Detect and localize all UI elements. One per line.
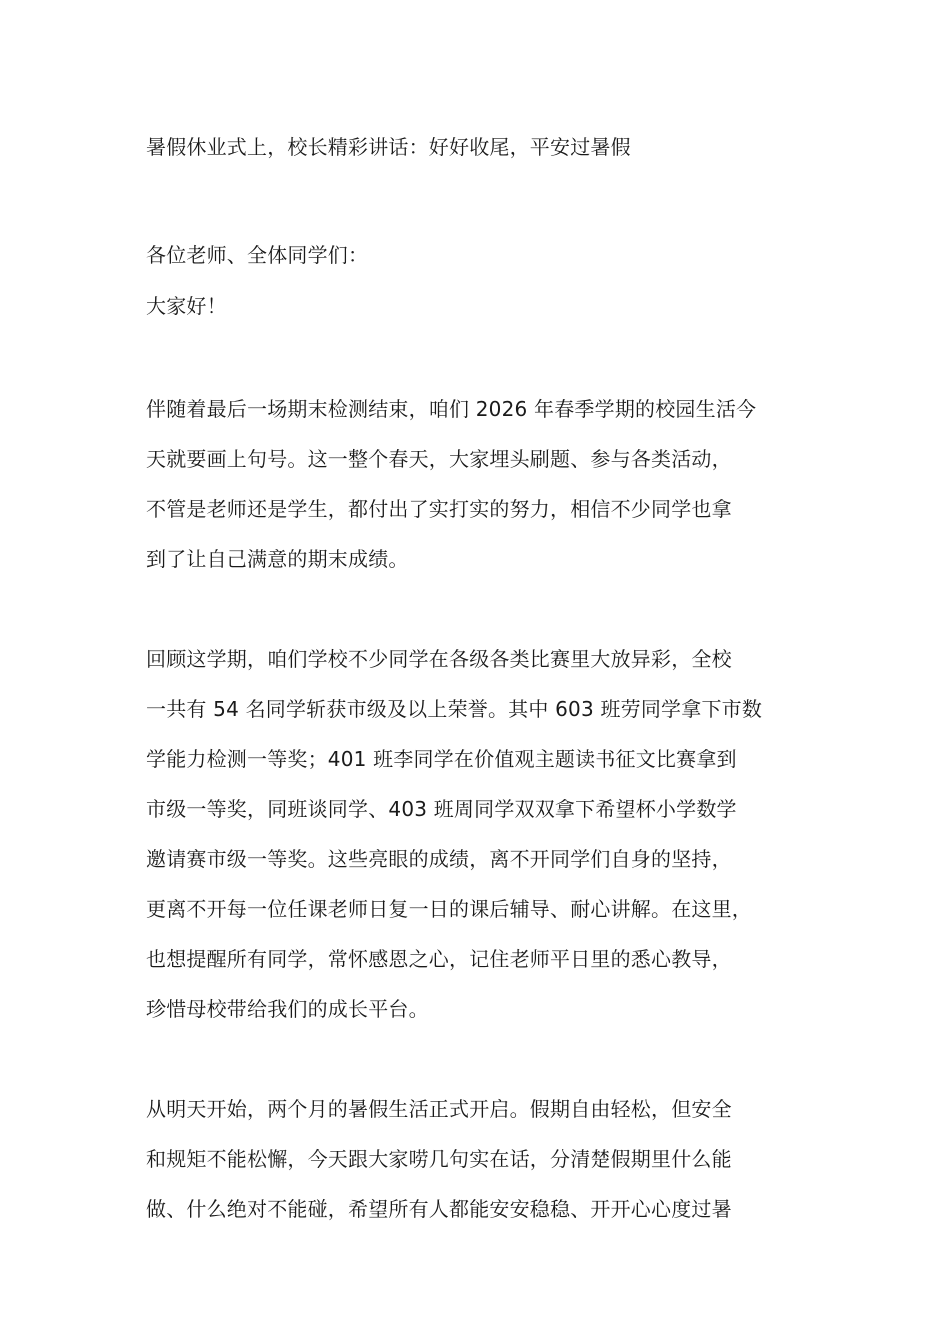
document-title: 暑假休业式上，校长精彩讲话：好好收尾，平安过暑假 — [146, 135, 631, 159]
paragraph-line: 也想提醒所有同学，常怀感恩之心，记住老师平日里的悉心教导， — [146, 947, 732, 971]
greeting: 大家好！ — [146, 294, 227, 318]
paragraph-2 — [146, 645, 846, 1023]
paragraph-line: 更离不开每一位任课老师日复一日的课后辅导、耐心讲解。在这里， — [146, 897, 752, 921]
paragraph-line: 珍惜母校带给我们的成长平台。 — [146, 997, 429, 1021]
paragraph-line: 从明天开始，两个月的暑假生活正式开启。假期自由轻松，但安全 — [146, 1097, 732, 1121]
paragraph-line: 回顾这学期，咱们学校不少同学在各级各类比赛里大放异彩，全校 — [146, 647, 732, 671]
paragraph-line: 天就要画上句号。这一整个春天，大家埋头刷题、参与各类活动， — [146, 447, 732, 471]
paragraph-line: 伴随着最后一场期末检测结束，咱们 2026 年春季学期的校园生活今 — [146, 397, 757, 421]
paragraph-3 — [146, 1095, 846, 1223]
paragraph-line: 学能力检测一等奖；401 班李同学在价值观主题读书征文比赛拿到 — [146, 747, 737, 771]
paragraph-line: 和规矩不能松懈，今天跟大家唠几句实在话，分清楚假期里什么能 — [146, 1147, 732, 1171]
paragraph-line: 不管是老师还是学生，都付出了实打实的努力，相信不少同学也拿 — [146, 497, 732, 521]
paragraph-1 — [146, 395, 846, 573]
paragraph-line: 做、什么绝对不能碰，希望所有人都能安安稳稳、开开心心度过暑 — [146, 1197, 732, 1221]
paragraph-line: 邀请赛市级一等奖。这些亮眼的成绩，离不开同学们自身的坚持， — [146, 847, 732, 871]
document-body — [146, 133, 846, 1223]
paragraph-line: 一共有 54 名同学斩获市级及以上荣誉。其中 603 班劳同学拿下市数 — [146, 697, 763, 721]
paragraph-line: 市级一等奖，同班谈同学、403 班周同学双双拿下希望杯小学数学 — [146, 797, 737, 821]
salutation: 各位老师、全体同学们： — [146, 243, 369, 267]
paragraph-line: 到了让自己满意的期末成绩。 — [146, 547, 409, 571]
